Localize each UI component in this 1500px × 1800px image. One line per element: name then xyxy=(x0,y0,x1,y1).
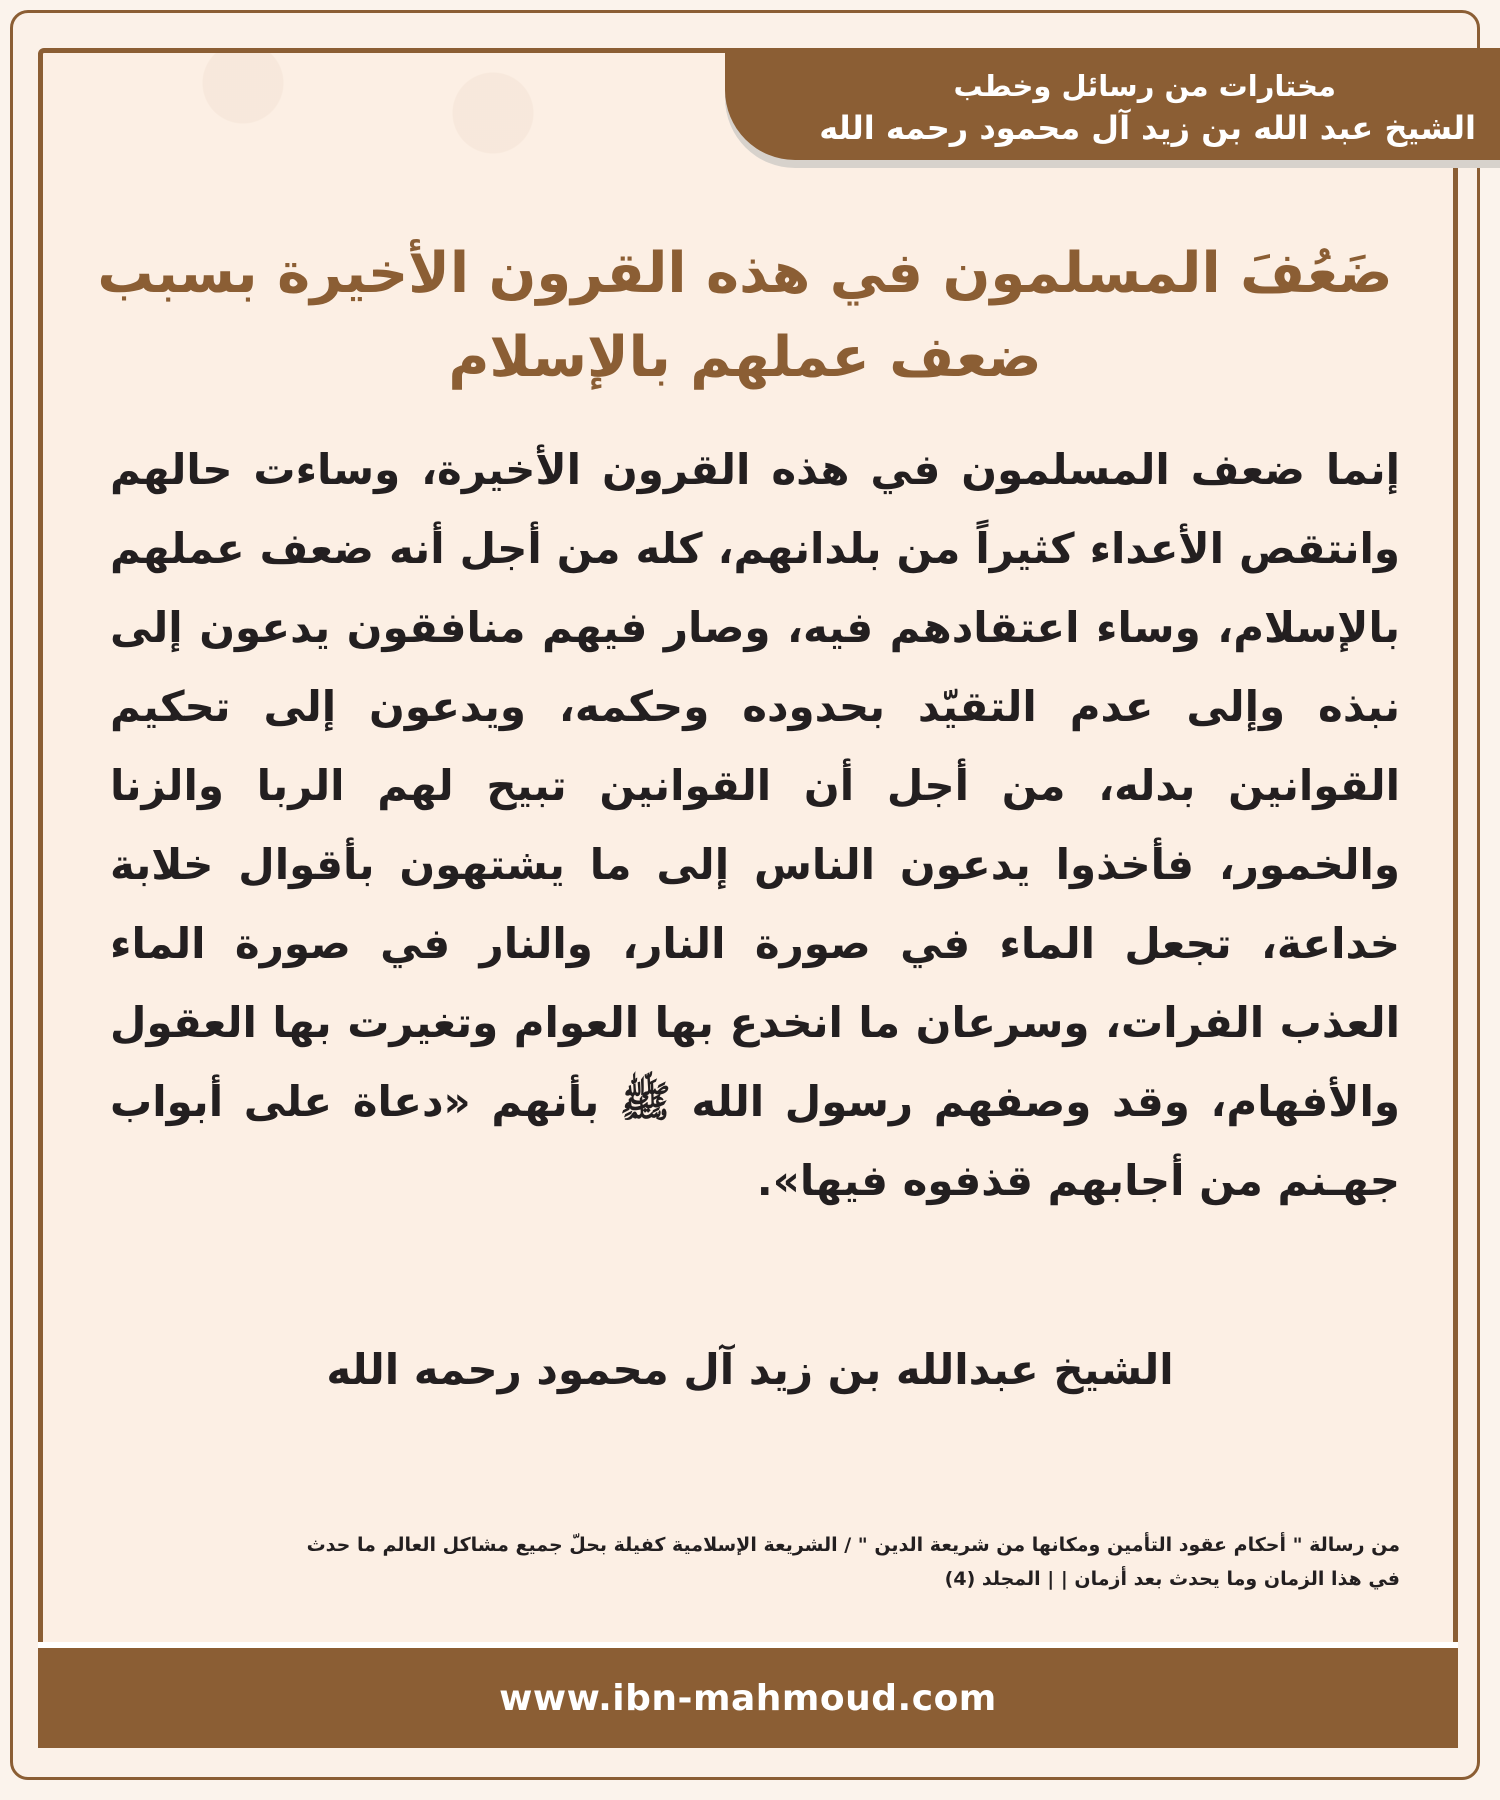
title-line-2: ضعف عملهم بالإسلام xyxy=(448,325,1042,390)
website-link[interactable]: www.ibn-mahmoud.com xyxy=(499,1677,997,1719)
author-signature: الشيخ عبدالله بن زيد آل محمود رحمه الله xyxy=(326,1345,1174,1394)
body-paragraph: إنما ضعف المسلمون في هذه القرون الأخيرة، وساءت حالهم وانتقص الأعداء كثيراً من بلدانهم، كله من أجل أنه ضعف عملهم بالإسلام، وساء اعتقادهم فيه، وصار فيهم منافقون يدعون إلى نبذه وإلى عدم التقيّد بحدوده وحكمه، ويدعون إلى تحكيم القوانين بدله، من أجل أن القوانين تبيح لهم الربا والزنا والخمور، فأخذوا يدعون الناس إلى ما يشتهون بأقوال خلابة خداعة، تجعل الماء في صورة النار، والنار في صورة الماء العذب الفرات، وسرعان ما انخدع بها العوام وتغيرت بها العقول والأفهام، وقد وصفهم رسول الله ﷺ بأنهم «دعاة على أبواب جهـنم من أجابهم قذفوه فيها». xyxy=(110,445,1400,1205)
page-title xyxy=(90,232,1400,400)
source-line-1: من رسالة " أحكام عقود التأمين ومكانها من شريعة الدين " / الشريعة الإسلامية كفيلة بحلّ جميع مشاكل العالم ما حدث xyxy=(306,1534,1400,1556)
footer-bar xyxy=(38,1642,1458,1748)
header-tab xyxy=(725,48,1500,160)
source-line-2: في هذا الزمان وما يحدث بعد أزمان | | المجلد (4) xyxy=(944,1568,1400,1590)
series-author: الشيخ عبد الله بن زيد آل محمود رحمه الله xyxy=(819,109,1476,147)
title-line-1: ضَعُفَ المسلمون في هذه القرون الأخيرة بسبب xyxy=(97,241,1393,306)
source-citation xyxy=(100,1528,1400,1596)
series-title: مختارات من رسائل وخطب xyxy=(953,69,1336,103)
